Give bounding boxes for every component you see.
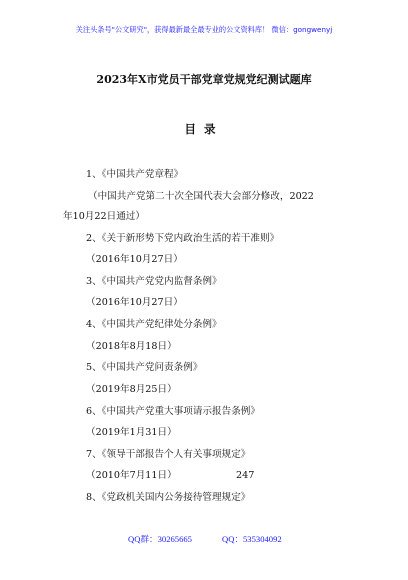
toc-item-3: 3、《中国共产党党内监督条例》 [86,276,222,287]
toc-item-2: 2、《关于新形势下党内政治生活的若干准则》 [86,233,280,244]
toc-item-5-note: （2019年8月25日） [86,384,177,395]
toc-item-3-note: （2016年10月27日） [86,297,183,308]
toc-heading: 目录 [184,122,224,136]
document-title: 2023年X市党员干部党章党规党纪测试题库 [96,73,312,86]
footer-qq: QQ：535304092 [222,534,282,544]
toc-item-7-note: （2010年7月11日） [86,470,177,481]
toc-item-1: 1、《中国共产党章程》 [86,169,184,180]
footer-qq-group: QQ群：30265665 [128,534,192,544]
toc-item-1-note: （中国共产党第二十次全国代表大会部分修改，2022 [88,191,314,202]
toc-item-6: 6、《中国共产党重大事项请示报告条例》 [86,406,260,417]
toc-item-1-note-cont: 年10月22日通过） [63,211,145,222]
toc-item-7-page: 247 [236,470,255,481]
header-promo-note: 关注头条号"公文研究"，获得最新最全最专业的公文资料库！ 微信：gongwenyj [75,25,333,34]
toc-item-6-note: （2019年1月31日） [86,427,177,438]
toc-item-8: 8、《党政机关国内公务接待管理规定》 [86,492,251,503]
toc-item-2-note: （2016年10月27日） [86,254,183,265]
toc-item-4: 4、《中国共产党纪律处分条例》 [86,319,222,330]
toc-item-4-note: （2018年8月18日） [86,341,177,352]
toc-item-7: 7、《领导干部报告个人有关事项规定》 [86,449,251,460]
toc-item-5: 5、《中国共产党问责条例》 [86,362,203,373]
